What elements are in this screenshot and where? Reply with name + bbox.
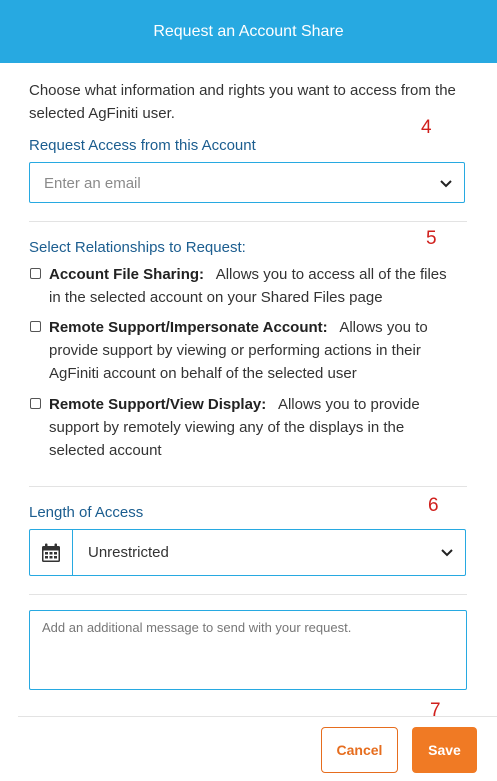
modal-title: Request an Account Share (153, 22, 344, 40)
intro-text: Choose what information and rights you want to access from the selected AgFiniti user. (29, 82, 456, 122)
option-description: selected account (49, 442, 162, 459)
option-description: provide support by viewing or performing actions in their (49, 342, 421, 359)
option-description: in the selected account on your Shared Files page (49, 289, 383, 306)
length-of-access-value: Unrestricted (88, 544, 169, 561)
option-account-file-sharing (49, 263, 474, 309)
calendar-button (30, 530, 73, 575)
relationships-label: Select Relationships to Request: (29, 239, 246, 256)
checkbox-remote-support-impersonate[interactable] (30, 321, 41, 332)
footer-divider (18, 716, 497, 717)
chevron-down-icon (438, 175, 454, 191)
option-title: Account File Sharing: (49, 266, 205, 283)
checkbox-account-file-sharing[interactable] (30, 268, 41, 279)
option-description: Allows you to (339, 319, 428, 336)
option-title: Remote Support/Impersonate Account: (49, 319, 328, 336)
divider (29, 594, 467, 595)
cancel-button[interactable]: Cancel (321, 727, 398, 773)
account-section-label: Request Access from this Account (29, 137, 256, 154)
modal-header (0, 0, 497, 63)
chevron-down-icon (439, 544, 455, 560)
length-of-access-select[interactable] (29, 529, 466, 576)
annotation-5: 5 (426, 228, 437, 249)
checkbox-remote-support-view-display[interactable] (30, 398, 41, 409)
calendar-icon (41, 543, 61, 563)
email-select[interactable] (29, 162, 465, 203)
divider (29, 221, 467, 222)
option-remote-support-impersonate (49, 316, 474, 385)
annotation-6: 6 (428, 495, 439, 516)
divider (29, 486, 467, 487)
option-remote-support-view-display (49, 393, 474, 462)
option-description: support by remotely viewing any of the displays in the (49, 419, 405, 436)
option-title: Remote Support/View Display: (49, 396, 267, 413)
save-button[interactable]: Save (412, 727, 477, 773)
length-of-access-label: Length of Access (29, 504, 144, 521)
email-placeholder: Enter an email (44, 175, 141, 192)
annotation-7: 7 (430, 700, 441, 721)
option-description: Allows you to access all of the files (215, 266, 447, 283)
option-description: Allows you to provide (277, 396, 420, 413)
additional-message-textarea[interactable] (29, 610, 467, 690)
message-placeholder: Add an additional message to send with your request. (42, 620, 352, 635)
option-description: AgFiniti account on behalf of the selected user (49, 365, 357, 382)
annotation-4: 4 (421, 117, 432, 138)
